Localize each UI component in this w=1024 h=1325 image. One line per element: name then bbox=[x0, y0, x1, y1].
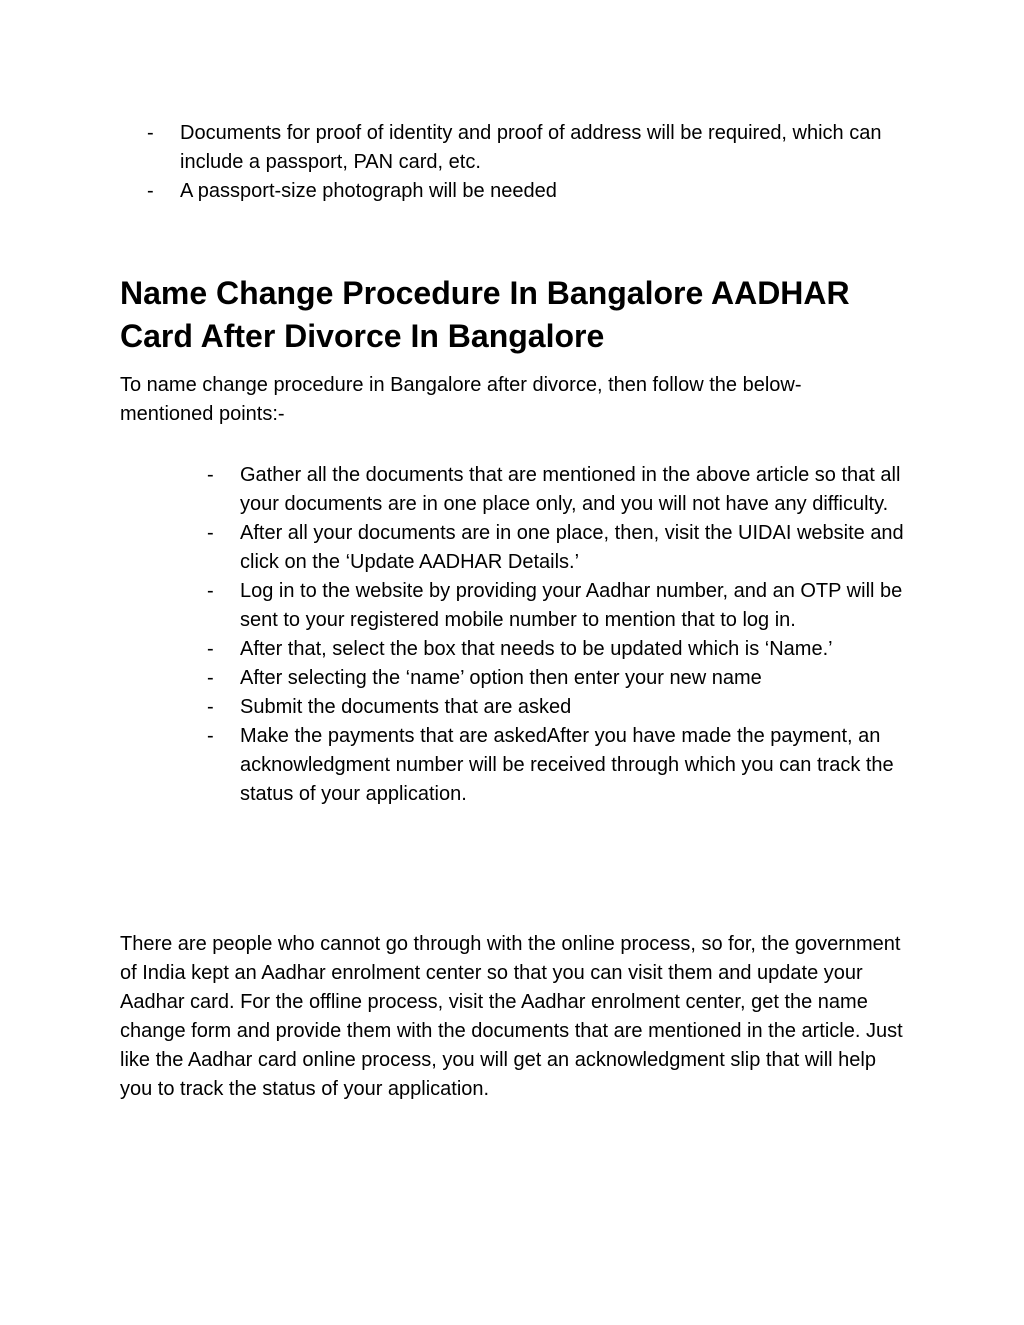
list-item-text: After all your documents are in one place, then, visit the UIDAI website and click on the ‘Update AADHAR Details.’ bbox=[240, 522, 904, 573]
list-bullet: - bbox=[207, 696, 214, 718]
list-bullet: - bbox=[207, 580, 214, 602]
list-item bbox=[120, 177, 920, 206]
list-bullet: - bbox=[147, 180, 154, 202]
list-item-text: Documents for proof of identity and proof of address will be required, which can include a passport, PAN card, etc. bbox=[180, 122, 882, 173]
procedure-steps-list bbox=[180, 461, 920, 809]
list-bullet: - bbox=[207, 725, 214, 747]
list-item bbox=[180, 722, 920, 809]
list-item-text: Gather all the documents that are mentioned in the above article so that all your documents are in one place only, and you will not have any difficulty. bbox=[240, 464, 901, 515]
list-item-text: Log in to the website by providing your Aadhar number, and an OTP will be sent to your registered mobile number to mention that to log in. bbox=[240, 580, 903, 631]
list-item bbox=[120, 119, 920, 177]
list-bullet: - bbox=[207, 464, 214, 486]
closing-paragraph: There are people who cannot go through with the online process, so for, the government of India kept an Aadhar enrolment center so that you can visit them and update your Aadhar card. For the offline process, visit the Aadhar enrolment center, get the name change form and provide them with the documents that are mentioned in the article. Just like the Aadhar card online process, you will get an acknowledgment slip that will help you to track the status of your application. bbox=[120, 933, 903, 1100]
list-bullet: - bbox=[207, 667, 214, 689]
list-item-text: After that, select the box that needs to be updated which is ‘Name.’ bbox=[240, 638, 833, 660]
intro-paragraph: To name change procedure in Bangalore after divorce, then follow the below-mentioned points:- bbox=[120, 374, 802, 425]
list-item-text: Submit the documents that are asked bbox=[240, 696, 572, 718]
section-heading: Name Change Procedure In Bangalore AADHAR Card After Divorce In Bangalore bbox=[120, 275, 850, 354]
list-item bbox=[180, 664, 920, 693]
list-item-text: A passport-size photograph will be needed bbox=[180, 180, 557, 202]
list-bullet: - bbox=[207, 638, 214, 660]
list-bullet: - bbox=[147, 122, 154, 144]
list-item-text: After selecting the ‘name’ option then enter your new name bbox=[240, 667, 762, 689]
list-item bbox=[180, 519, 920, 577]
list-item bbox=[180, 577, 920, 635]
list-item bbox=[180, 461, 920, 519]
requirements-list bbox=[120, 119, 920, 206]
list-item bbox=[180, 693, 920, 722]
list-item-text: Make the payments that are askedAfter you have made the payment, an acknowledgment number will be received through which you can track the status of your application. bbox=[240, 725, 894, 805]
list-bullet: - bbox=[207, 522, 214, 544]
list-item bbox=[180, 635, 920, 664]
